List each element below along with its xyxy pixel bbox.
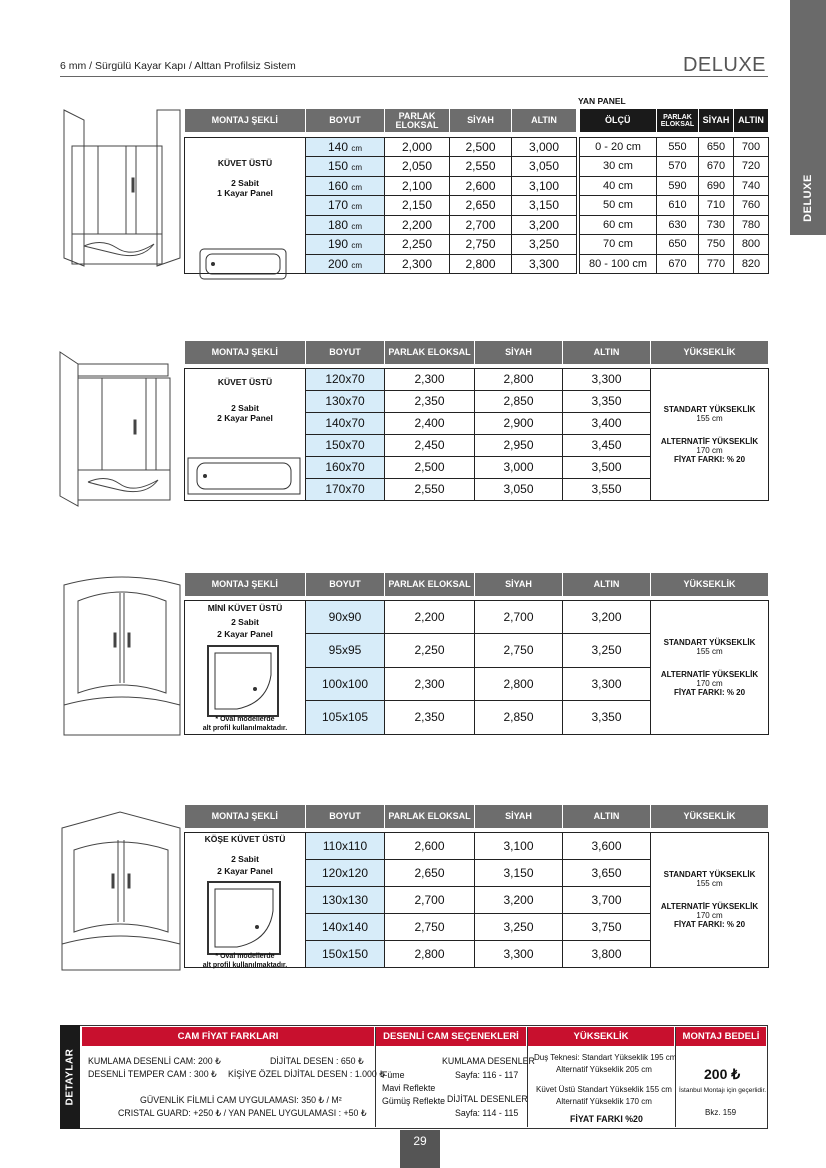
col-siyah: SİYAH bbox=[450, 109, 512, 132]
price-altin: 3,000 bbox=[512, 137, 577, 157]
size-cell: 180 cm bbox=[306, 215, 385, 235]
size-cell: 200 cm bbox=[306, 254, 385, 274]
brand-title: DELUXE bbox=[682, 54, 766, 76]
price-siyah: 2,700 bbox=[450, 215, 512, 235]
price-altin: 3,200 bbox=[512, 215, 577, 235]
yukseklik-cell: STANDART YÜKSEKLİK 155 cm ALTERNATİF YÜKSEKLİK 170 cm FİYAT FARKI: % 20 bbox=[651, 832, 769, 967]
price-altin: 3,100 bbox=[512, 176, 577, 196]
price-siyah: 2,550 bbox=[450, 157, 512, 177]
price-parlak: 2,100 bbox=[385, 176, 450, 196]
size-cell: 190 cm bbox=[306, 235, 385, 255]
price-altin: 3,250 bbox=[512, 235, 577, 255]
size-cell: 140 cm bbox=[306, 137, 385, 157]
price-table-3: MONTAJ ŞEKLİ BOYUT PARLAK ELOKSAL SİYAH ALTIN YÜKSEKLİK MİNİ KÜVET ÜSTÜ 2 Sabit 2 Kayar Panel * Oval modellerde alt profil kullanılmaktadır. 90x90 2,200 2,700 3,200 STANDART YÜKSEKLİK 155 cm ALTERNATİF YÜKSEKLİK 170 cm FİYAT FARKI: % 20 95x95 2,250 2,750 3,250 100x100 2,300 2,800 3,300 105x105 2,350 2,850 3,350 bbox=[184, 573, 769, 735]
price-table-1 bbox=[184, 109, 577, 274]
yukseklik-cell: STANDART YÜKSEKLİK 155 cm ALTERNATİF YÜKSEKLİK 170 cm FİYAT FARKI: % 20 bbox=[651, 368, 769, 500]
size-cell: 120x70 bbox=[306, 368, 385, 390]
price-table-2: MONTAJ ŞEKLİ BOYUT PARLAK ELOKSAL SİYAH ALTIN YÜKSEKLİK KÜVET ÜSTÜ 2 Sabit 2 Kayar Panel 120x70 2,300 2,800 3,300 STANDART YÜKSEKLİK 155 cm ALTERNATİF YÜKSEKLİK 170 cm FİYAT FARKI: % 20 130x70 2,350 2,850 3,350 140x70 2,400 2,900 3,400 150x70 2,450 2,950 3,450 160x70 2,500 3,000 3,500 170x70 2,550 3,050 3,550 bbox=[184, 341, 769, 501]
price-siyah: 2,800 bbox=[450, 254, 512, 274]
yukseklik-cell: STANDART YÜKSEKLİK 155 cm ALTERNATİF YÜKSEKLİK 170 cm FİYAT FARKI: % 20 bbox=[651, 600, 769, 734]
page-number: 29 bbox=[400, 1130, 440, 1168]
montaj-cell: MİNİ KÜVET ÜSTÜ 2 Sabit 2 Kayar Panel * Oval modellerde alt profil kullanılmaktadır. bbox=[185, 600, 306, 734]
footer-header-cam: CAM FİYAT FARKLARI bbox=[82, 1027, 374, 1046]
quarter-round-screen-illustration-3 bbox=[62, 573, 182, 738]
price-altin: 3,050 bbox=[512, 157, 577, 177]
price-parlak: 2,250 bbox=[385, 235, 450, 255]
price-siyah: 2,650 bbox=[450, 196, 512, 216]
quadrant-plan-icon bbox=[207, 645, 279, 717]
price-table-4: MONTAJ ŞEKLİ BOYUT PARLAK ELOKSAL SİYAH ALTIN YÜKSEKLİK KÖŞE KÜVET ÜSTÜ 2 Sabit 2 Kayar Panel * Oval modellerde alt profil kullanılmaktadır. 110x110 2,600 3,100 3,600 STANDART YÜKSEKLİK 155 cm ALTERNATİF YÜKSEKLİK 170 cm FİYAT FARKI: % 20 120x120 2,650 3,150 3,650 130x130 2,700 3,200 3,700 140x140 2,750 3,250 3,750 150x150 2,800 3,300 3,800 bbox=[184, 805, 769, 968]
footer-header-desenli: DESENLİ CAM SEÇENEKLERİ bbox=[376, 1027, 526, 1046]
montaj-cell: KÖŞE KÜVET ÜSTÜ 2 Sabit 2 Kayar Panel * Oval modellerde alt profil kullanılmaktadır. bbox=[185, 832, 306, 967]
price-siyah: 2,750 bbox=[450, 235, 512, 255]
price-parlak: 2,300 bbox=[385, 254, 450, 274]
footer-divider bbox=[675, 1027, 676, 1127]
side-tab: DELUXE bbox=[790, 0, 826, 235]
price-parlak: 2,050 bbox=[385, 157, 450, 177]
price-altin: 3,300 bbox=[512, 254, 577, 274]
footer-header-montaj: MONTAJ BEDELİ bbox=[676, 1027, 766, 1046]
size-cell: 160 cm bbox=[306, 176, 385, 196]
corner-plan-icon bbox=[207, 881, 281, 955]
tub-plan-icon bbox=[187, 457, 303, 497]
header-divider bbox=[60, 76, 768, 77]
size-cell: 150 cm bbox=[306, 157, 385, 177]
col-boyut: BOYUT bbox=[306, 109, 385, 132]
footer-header-yukseklik: YÜKSEKLİK bbox=[528, 1027, 674, 1046]
price-parlak: 2,150 bbox=[385, 196, 450, 216]
yan-panel-table: ÖLÇÜ PARLAK ELOKSAL SİYAH ALTIN 0 - 20 cm 550 650 700 30 cm 570 670 720 40 cm 590 690 740 50 cm 610 710 760 60 cm 630 730 780 70 cm 650 750 800 80 - 100 cm 670 770 820 bbox=[579, 109, 769, 274]
price-parlak: 2,000 bbox=[385, 137, 450, 157]
size-cell: 170 cm bbox=[306, 196, 385, 216]
price-parlak: 2,200 bbox=[385, 215, 450, 235]
yan-panel-title: YAN PANEL bbox=[578, 96, 626, 106]
footer-divider bbox=[527, 1027, 528, 1127]
corner-screen-illustration-4 bbox=[60, 808, 182, 973]
price-siyah: 2,600 bbox=[450, 176, 512, 196]
col-altin: ALTIN bbox=[512, 109, 577, 132]
details-side-label: DETAYLAR bbox=[60, 1025, 80, 1129]
price-siyah: 2,500 bbox=[450, 137, 512, 157]
col-montaj: MONTAJ ŞEKLİ bbox=[185, 109, 306, 132]
size-cell: 110x110 bbox=[306, 832, 385, 859]
bathtub-screen-illustration-1 bbox=[62, 108, 182, 268]
price-altin: 3,150 bbox=[512, 196, 577, 216]
bathtub-screen-illustration-2 bbox=[58, 350, 183, 510]
size-cell: 90x90 bbox=[306, 600, 385, 634]
montaj-cell: KÜVET ÜSTÜ 2 Sabit 2 Kayar Panel bbox=[185, 368, 306, 500]
page-subtitle: 6 mm / Sürgülü Kayar Kapı / Alttan Profilsiz Sistem bbox=[60, 60, 296, 72]
tub-plan-icon bbox=[199, 248, 287, 280]
col-parlak: PARLAK ELOKSAL bbox=[385, 109, 450, 132]
montaj-cell: KÜVET ÜSTÜ 2 Sabit 1 Kayar Panel bbox=[185, 137, 306, 274]
